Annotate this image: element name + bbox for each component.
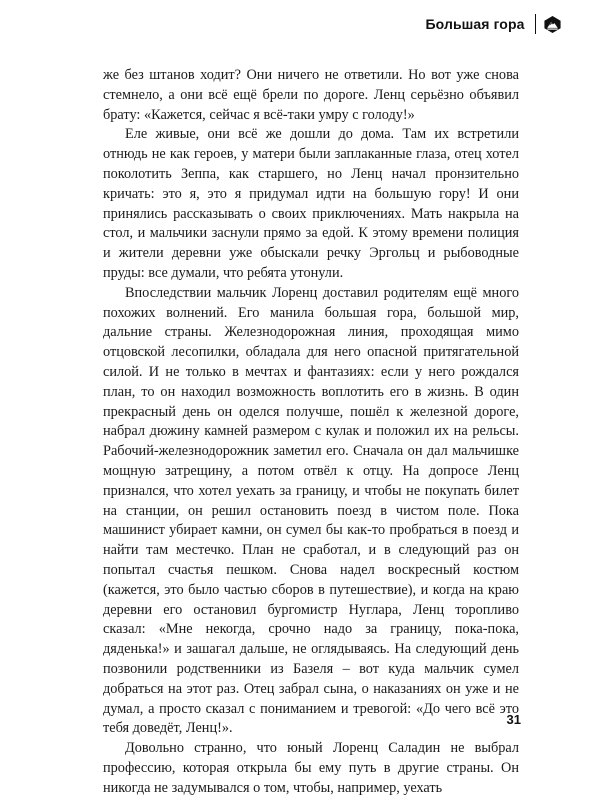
- header-divider: [535, 14, 537, 34]
- running-header: [425, 14, 562, 34]
- mountain-book-icon: [543, 15, 562, 34]
- paragraph: Впоследствии мальчик Лоренц доставил родителям ещё много похожих волнений. Его манила большая гора, большой мир, дальние страны. Железнодорожная линия, проходящая мимо отцовской лесопилки, обладала для него опасной притягательной силой. И не только в мечтах и фантазиях: если у него рождался план, то он находил возможность воплотить его в жизнь. В один прекрасный день он оделся получше, пошёл к железной дороге, набрал дюжину камней размером с кулак и положил их на рельсы. Рабочий-железнодорожник заметил его. Сначала он дал мальчишке мощную затрещину, а потом отвёл к отцу. На допросе Ленц признался, что хотел уехать за границу, и чтобы не покупать билет на станции, он решил остановить поезд в чистом поле. Пока машинист убирает камни, он сумел бы как-то пробраться в поезд и найти там местечко. План не сработал, и в следующий раз он попытал счастья пешком. Снова надел воскресный костюм (кажется, это было частью сборов в путешествие), и когда на краю деревни его остановил бургомистр Нуглара, Ленц торопливо сказал: «Мне некогда, срочно надо за границу, пока-пока, дяденька!» и зашагал дальше, не оглядываясь. На следующий день позвонили родственники из Базеля – вот куда мальчик сумел добраться на этот раз. Отец забрал сына, о наказаниях он уже и не думал, а просто сказал с пониманием и тревогой: «До чего всё это тебя доведёт, Ленц!».: [103, 284, 519, 737]
- paragraph: Еле живые, они всё же дошли до дома. Там их встретили отнюдь не как героев, у матери были заплаканные глаза, отец хотел поколотить Зеппа, как старшего, но Ленц начал пронзительно кричать: это я, это я придумал идти на большую гору! И они принялись рассказывать о своих приключениях. Мать накрыла на стол, и мальчики заснули прямо за едой. К этому времени полиция и жители деревни уже обыскали речку Эргольц и рыбоводные пруды: все думали, что ребята утонули.: [103, 126, 519, 281]
- running-header-title: Большая гора: [425, 16, 525, 32]
- paragraph: Довольно странно, что юный Лоренц Саладин не выбрал профессию, которая открыла бы ему путь в другие страны. Он никогда не задумывался о том, чтобы, например, уехать: [103, 740, 519, 796]
- paragraph-continued: же без штанов ходит? Они ничего не ответили. Но вот уже снова стемнело, а они всё ещё брели по дороге. Ленц серьёзно объявил брату: «Кажется, сейчас я всё-таки умру с голоду!»: [103, 67, 519, 123]
- page-body-text: [103, 66, 519, 798]
- page-number: 31: [506, 712, 521, 727]
